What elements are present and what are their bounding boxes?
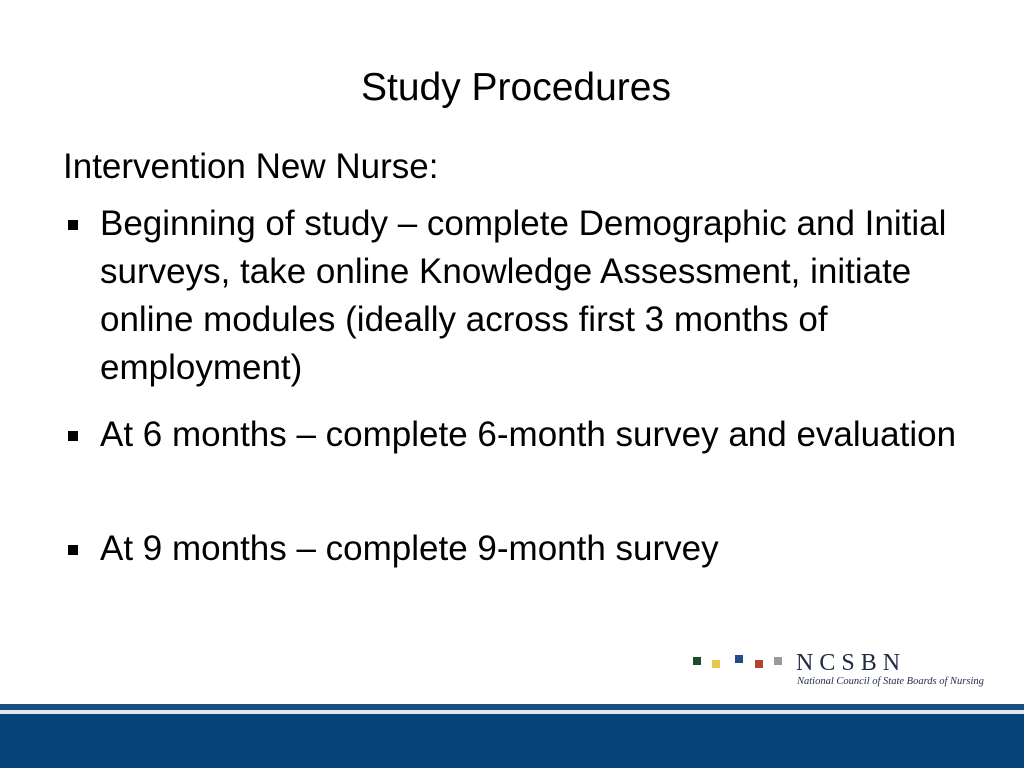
footer-band: [0, 714, 1024, 768]
bullet-item: [63, 525, 983, 573]
slide-subheading: Intervention New Nurse:: [63, 147, 439, 186]
logo-wordmark: NCSBN: [796, 650, 907, 676]
bullet-text: Beginning of study – complete Demographic and Initial surveys, take online Knowledge Assessment, initiate online modules (ideally across first 3 months of employment): [100, 204, 947, 387]
logo-square-icon: [693, 657, 701, 665]
square-bullet-icon: [68, 431, 78, 441]
slide-title: Study Procedures: [360, 66, 671, 109]
bullet-text: At 9 months – complete 9-month survey: [100, 529, 719, 568]
ncsbn-logo: [693, 648, 983, 692]
square-bullet-icon: [68, 545, 78, 555]
square-bullet-icon: [68, 220, 78, 230]
bullet-item: [63, 411, 983, 459]
logo-square-icon: [755, 660, 763, 668]
bullet-item: [63, 200, 983, 392]
logo-square-icon: [712, 660, 720, 668]
logo-tagline: National Council of State Boards of Nursing: [797, 676, 984, 687]
logo-square-icon: [735, 655, 743, 663]
bullet-text: At 6 months – complete 6-month survey and evaluation: [100, 415, 957, 454]
logo-square-icon: [774, 657, 782, 665]
